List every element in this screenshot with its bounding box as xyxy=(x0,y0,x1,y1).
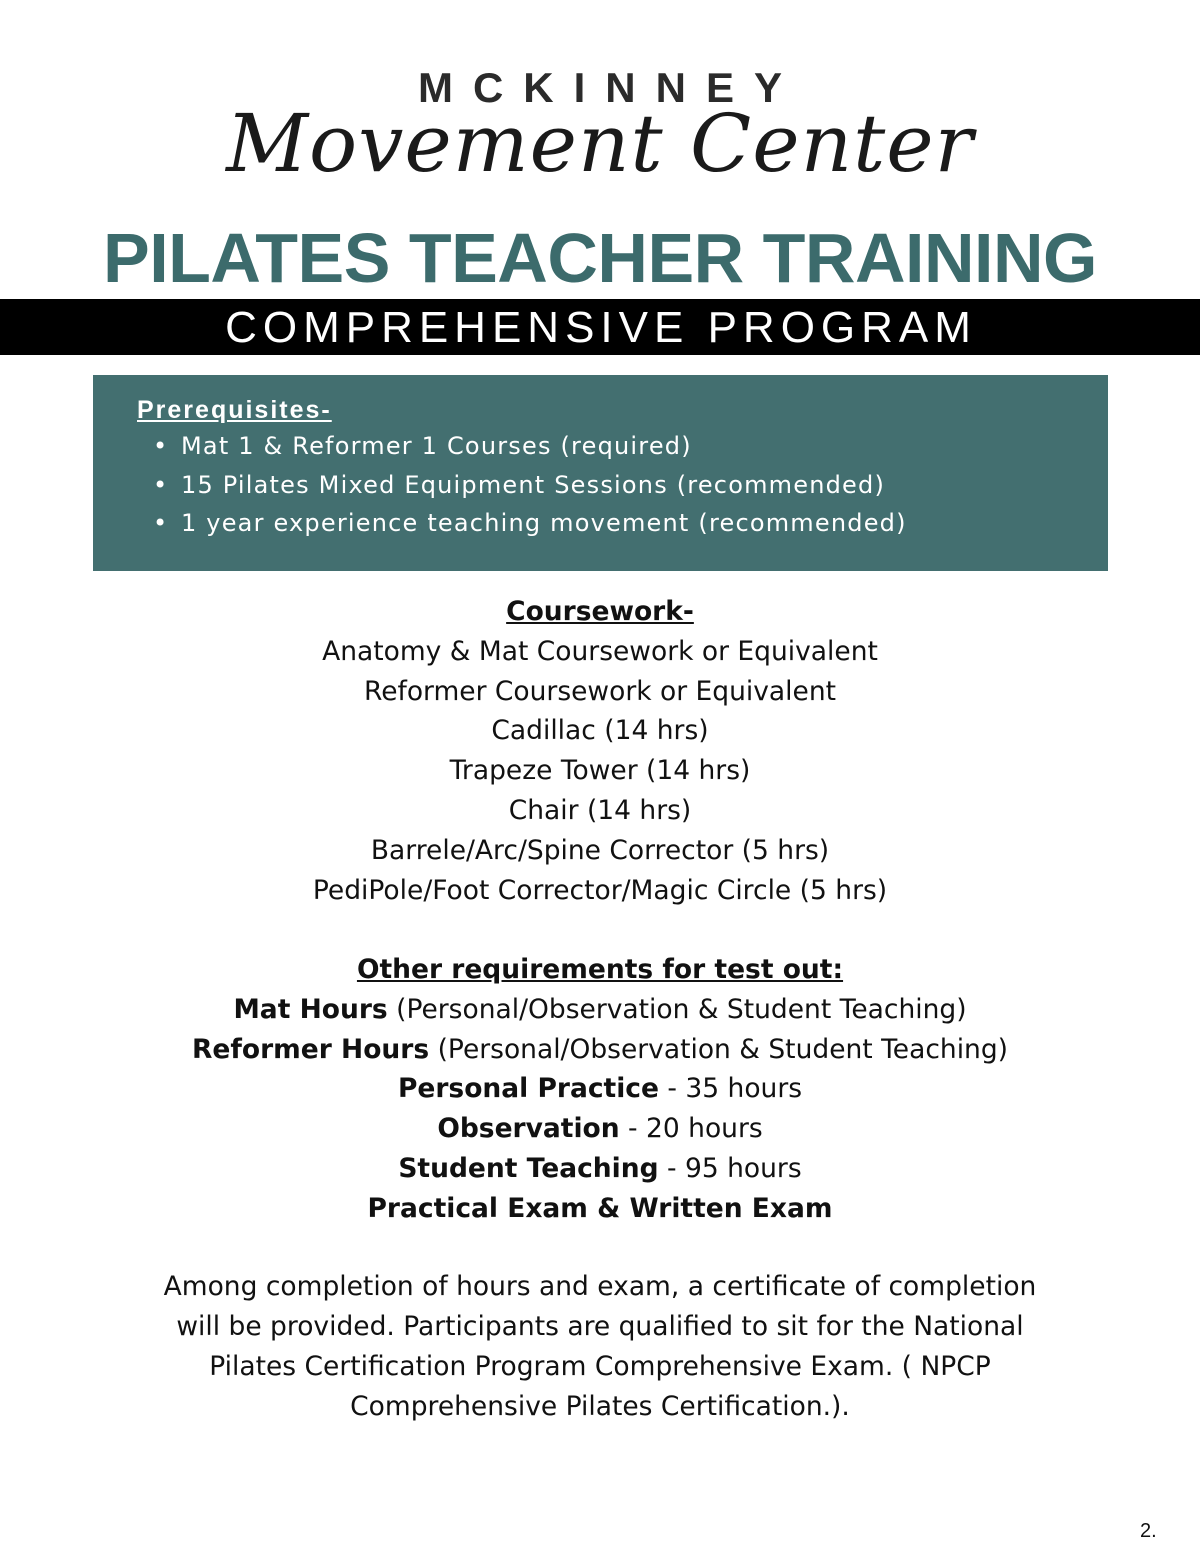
requirement-item xyxy=(0,1030,1200,1070)
requirement-item xyxy=(0,1149,1200,1189)
page-number: 2. xyxy=(1140,1520,1157,1542)
requirement-item xyxy=(0,1109,1200,1149)
prerequisites-list xyxy=(153,427,1108,543)
closing-paragraph xyxy=(95,1267,1105,1427)
requirement-item xyxy=(0,1069,1200,1109)
requirement-detail: - 20 hours xyxy=(619,1113,763,1145)
requirement-label: Mat Hours xyxy=(233,993,388,1025)
bullet-icon: • xyxy=(153,509,169,537)
logo-script-text: Movement Center xyxy=(226,97,974,190)
coursework-item: Trapeze Tower (14 hrs) xyxy=(449,755,751,787)
coursework-title: Coursework- xyxy=(506,596,694,627)
other-requirements-title: Other requirements for test out: xyxy=(356,954,844,985)
requirement-detail: (Personal/Observation & Student Teaching) xyxy=(429,1033,1009,1065)
logo-wordmark-top: MCKINNEY xyxy=(417,64,802,111)
bullet-icon: • xyxy=(153,470,169,499)
requirement-label: Reformer Hours xyxy=(191,1033,430,1065)
bullet-icon: • xyxy=(153,432,169,460)
closing-line: Comprehensive Pilates Certification.). xyxy=(350,1391,850,1422)
closing-line: Pilates Certification Program Comprehensive Exam. ( NPCP xyxy=(209,1351,991,1382)
coursework-item: Cadillac (14 hrs) xyxy=(491,715,709,747)
requirement-item xyxy=(0,1189,1200,1229)
requirement-label: Observation xyxy=(437,1113,620,1145)
requirement-label: Personal Practice xyxy=(397,1073,659,1105)
closing-line: Among completion of hours and exam, a certificate of completion xyxy=(163,1271,1037,1302)
prerequisite-item xyxy=(153,466,1108,505)
prerequisite-item xyxy=(153,427,1108,466)
coursework-item: PediPole/Foot Corrector/Magic Circle (5 hrs) xyxy=(312,874,888,906)
requirement-detail: (Personal/Observation & Student Teaching) xyxy=(387,993,967,1025)
coursework-item: Chair (14 hrs) xyxy=(508,794,692,826)
requirement-label: Practical Exam & Written Exam xyxy=(367,1192,833,1224)
banner-text: COMPREHENSIVE PROGRAM xyxy=(225,303,977,352)
prerequisite-item xyxy=(153,504,1108,543)
page-title: PILATES TEACHER TRAINING xyxy=(103,219,1097,297)
prerequisite-text: 1 year experience teaching movement (recommended) xyxy=(181,509,907,537)
coursework-item: Reformer Coursework or Equivalent xyxy=(363,675,837,707)
coursework-item: Anatomy & Mat Coursework or Equivalent xyxy=(322,635,878,667)
prerequisites-box xyxy=(93,375,1108,571)
other-requirements-section xyxy=(0,950,1200,1229)
coursework-section xyxy=(0,592,1200,910)
coursework-item: Barrele/Arc/Spine Corrector (5 hrs) xyxy=(370,834,830,866)
closing-line: will be provided. Participants are qualified to sit for the National xyxy=(176,1311,1024,1342)
requirement-item xyxy=(0,990,1200,1030)
prerequisite-text: 15 Pilates Mixed Equipment Sessions (recommended) xyxy=(181,470,886,499)
prerequisite-text: Mat 1 & Reformer 1 Courses (required) xyxy=(181,432,692,460)
requirement-label: Student Teaching xyxy=(398,1152,659,1184)
prerequisites-title: Prerequisites- xyxy=(137,396,332,424)
requirement-detail: - 35 hours xyxy=(658,1073,803,1105)
requirement-detail: - 95 hours xyxy=(658,1152,802,1184)
program-banner xyxy=(0,299,1200,355)
